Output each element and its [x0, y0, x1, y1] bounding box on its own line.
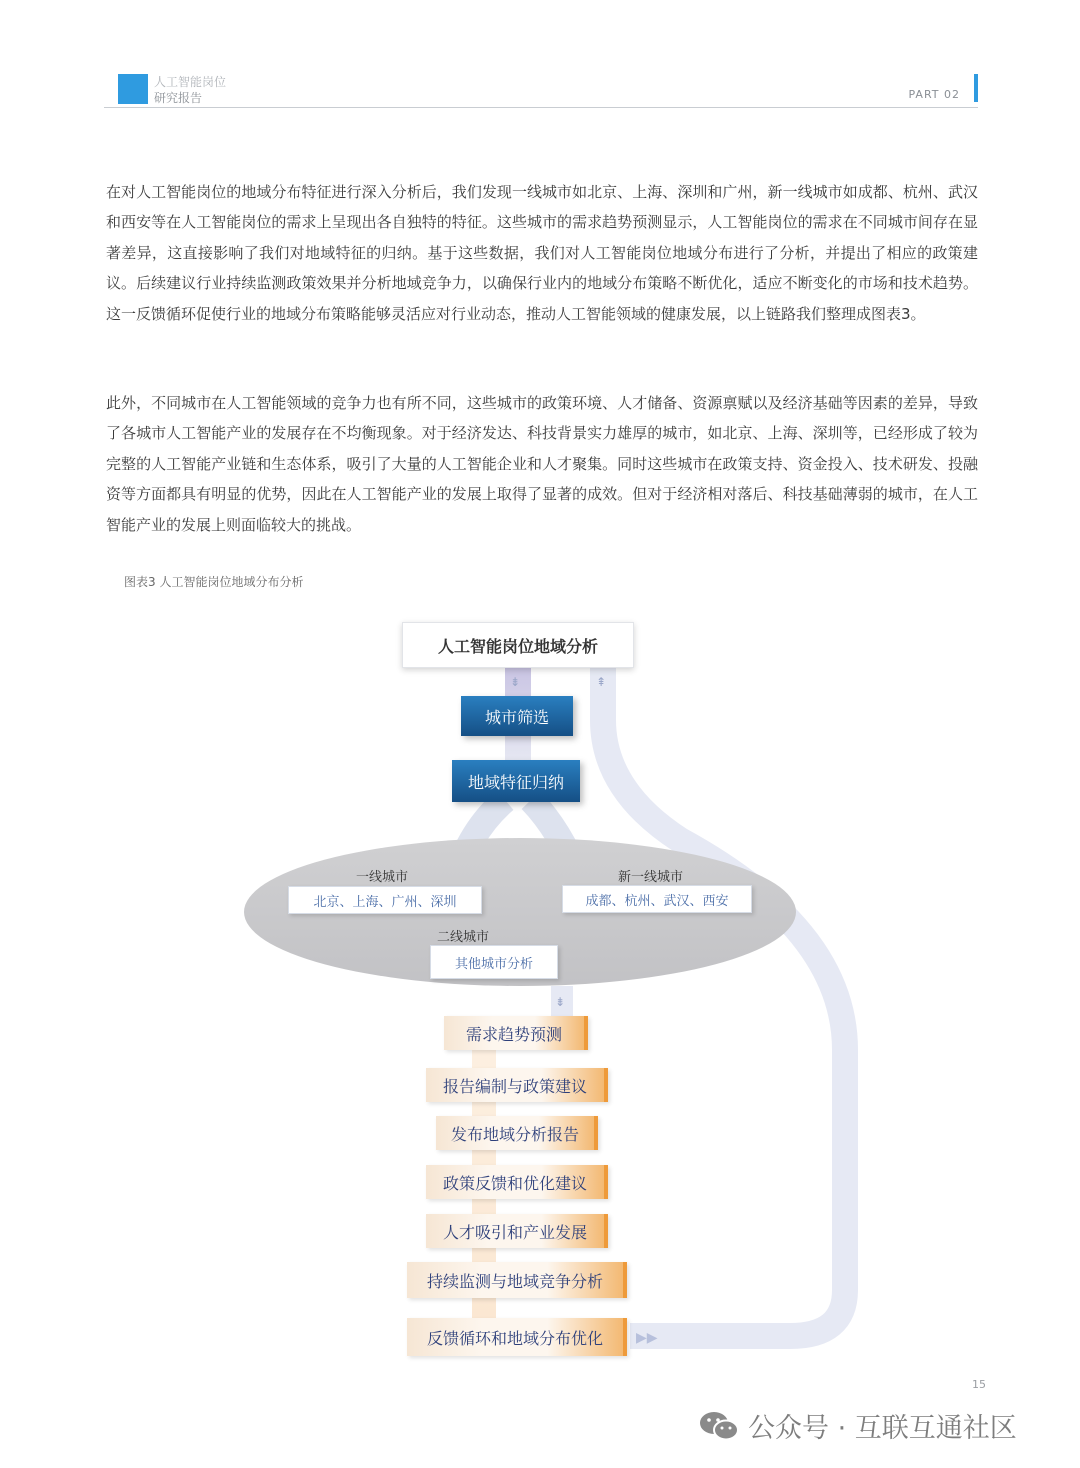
tier2-label: 二线城市	[437, 930, 490, 945]
feedback-loop-band	[603, 668, 845, 1336]
loop-arrow-right: ▶▶	[636, 1330, 658, 1346]
figure-caption: 图表3 人工智能岗位地域分布分析	[124, 575, 304, 589]
step-monitor-competition: 持续监测与地域竞争分析	[407, 1262, 627, 1298]
trunk-arrow-down: ⇟	[510, 675, 521, 689]
watermark-text: 公众号 · 互联互通社区	[748, 1413, 1017, 1444]
paragraph-1: 在对人工智能岗位的地域分布特征进行深入分析后，我们发现一线城市如北京、上海、深圳和广州，新一线城市如成都、杭州、武汉和西安等在人工智能岗位的需求上呈现出各自独特的特征。这些城市的需求趋势预测显示，人工智能岗位的需求在不同城市间存在显著差异，这直接影响了我们对地域特征的归纳。基于这些数据，我们对人工智能岗位地域分布进行了分析，并提出了相应的政策建议。后续建议行业持续监测政策效果并分析地域竞争力，以确保行业内的地域分布策略不断优化，适应不断变化的市场和技术趋势。这一反馈循环促使行业的地域分布策略能够灵活应对行业动态，推动人工智能领域的健康发展，以上链路我们整理成图表3。	[106, 183, 978, 323]
step-policy-feedback: 政策反馈和优化建议	[426, 1165, 608, 1199]
step-demand-trend-forecast: 需求趋势预测	[444, 1016, 588, 1050]
wechat-icon	[698, 1409, 740, 1443]
tier2-cities-box: 其他城市分析	[430, 945, 558, 979]
watermark	[698, 1406, 1017, 1445]
page-number: 15	[972, 1378, 986, 1391]
header-part-label: PART 02	[908, 88, 960, 101]
paragraph-2: 此外，不同城市在人工智能领域的竞争力也有所不同，这些城市的政策环境、人才储备、资源禀赋以及经济基础等因素的差异，导致了各城市人工智能产业的发展存在不均衡现象。对于经济发达、科技背景实力雄厚的城市，如北京、上海、深圳等，已经形成了较为完整的人工智能产业链和生态体系，吸引了大量的人工智能企业和人才聚集。同时这些城市在政策支持、资金投入、技术研发、投融资等方面都具有明显的优势，因此在人工智能产业的发展上取得了显著的成效。但对于经济相对落后、科技基础薄弱的城市，在人工智能产业的发展上则面临较大的挑战。	[106, 394, 978, 534]
loop-arrow-up: ⇞	[596, 675, 607, 689]
header-title-line1: 人工智能岗位	[154, 75, 227, 89]
step-publish-report: 发布地域分析报告	[436, 1116, 598, 1150]
step-talent-industry: 人才吸引和产业发展	[426, 1214, 608, 1248]
trunk-arrow-down-2: ⇟	[555, 995, 566, 1009]
step-city-screening: 城市筛选	[461, 696, 573, 736]
step-region-feature-summary: 地域特征归纳	[452, 760, 580, 802]
step-report-policy-advice: 报告编制与政策建议	[426, 1068, 608, 1102]
header-title-line2: 研究报告	[154, 91, 203, 105]
step-feedback-loop-optimization: 反馈循环和地域分布优化	[407, 1318, 627, 1356]
newtier1-label: 新一线城市	[618, 870, 684, 885]
tier1-cities-box: 北京、上海、广州、深圳	[288, 886, 482, 914]
diagram-title-box: 人工智能岗位地域分析	[402, 622, 634, 668]
tier1-label: 一线城市	[356, 870, 409, 885]
newtier1-cities-box: 成都、杭州、武汉、西安	[562, 885, 752, 913]
